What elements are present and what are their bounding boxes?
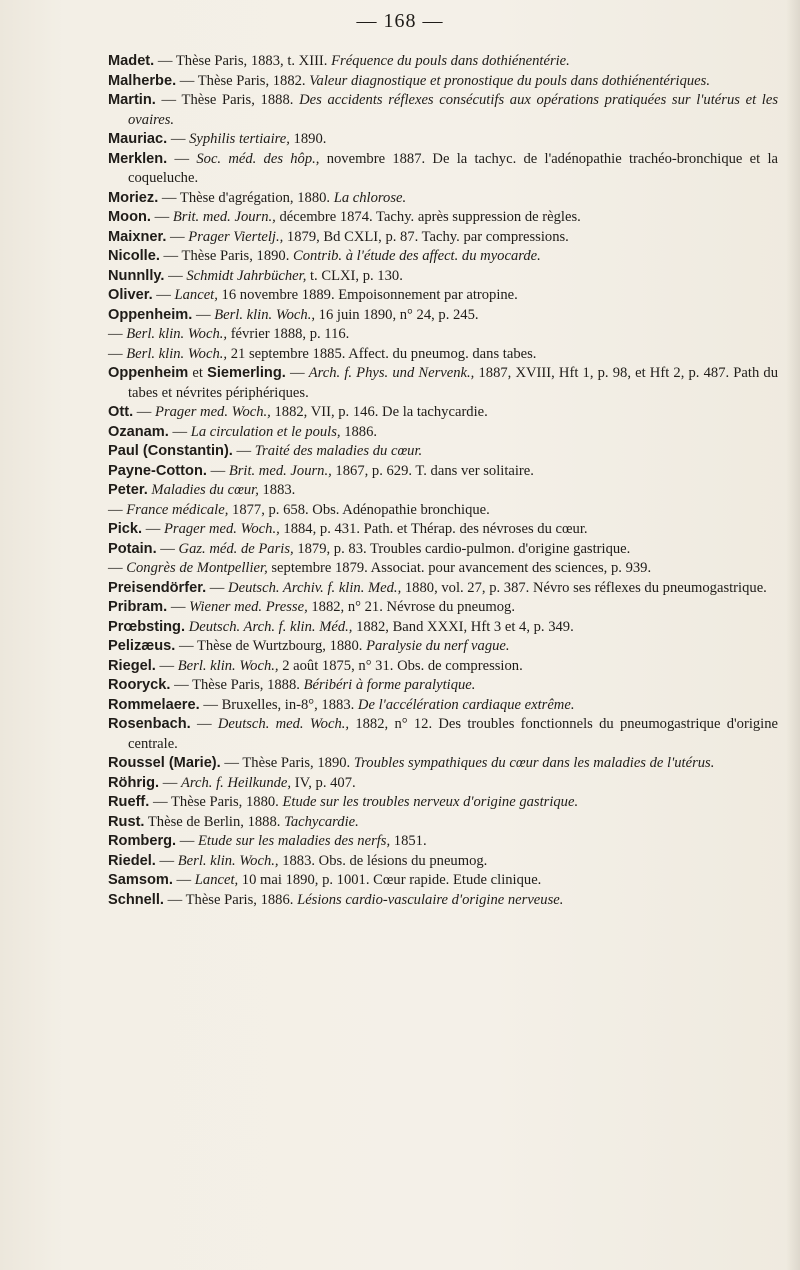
bibliography-entry: [108, 618, 778, 638]
author-name: Samsom.: [108, 872, 173, 888]
author-name: Rosenbach.: [108, 716, 191, 732]
entry-text: 1882, n° 21. Névrose du pneumog.: [307, 599, 516, 615]
separator: —: [168, 423, 191, 440]
author-name: Ozanam.: [108, 423, 169, 440]
publication-title: Lésions cardio-vasculaire d'origine nerveuse.: [297, 891, 564, 908]
author-name: Potain.: [108, 540, 157, 557]
separator: —: [163, 891, 186, 908]
bibliography-entry: [108, 247, 778, 267]
entry-text: 1890.: [289, 131, 327, 147]
bibliography-entry: [108, 871, 778, 891]
bibliography-entry: [108, 579, 778, 599]
separator: —: [285, 365, 309, 381]
author-name: Pelizæus.: [108, 638, 176, 654]
bibliography-entry: [108, 501, 778, 521]
bibliography-entry: [108, 598, 778, 618]
bibliography-entry: [108, 540, 778, 560]
publication-title: Deutsch. Arch. f. klin. Méd.,: [188, 618, 353, 635]
bibliography-entry: [108, 520, 778, 540]
separator: —: [175, 638, 197, 654]
separator: —: [156, 540, 179, 557]
entry-text: décembre 1874. Tachy. après suppression de règles.: [275, 209, 581, 225]
publication-title: La circulation et le pouls,: [190, 423, 341, 440]
bibliography-entry: [108, 657, 778, 677]
separator: —: [206, 579, 229, 596]
publication-title: Brit. med. Journ.,: [172, 209, 276, 225]
author-name: Röhrig.: [108, 774, 160, 791]
bibliography-entry: [108, 462, 778, 482]
publication-title: Traité des maladies du cœur.: [254, 443, 423, 459]
entry-text: t. CLXI, p. 130.: [306, 267, 403, 284]
entry-text: Thèse de Berlin, 1888.: [147, 813, 285, 830]
separator: —: [150, 209, 173, 225]
author-name: Nunnlly.: [108, 267, 165, 284]
bibliography-entry: [108, 676, 778, 696]
entry-text: 16 novembre 1889. Empoisonnement par atropine.: [217, 287, 518, 303]
publication-title: Berl. klin. Woch.,: [177, 852, 279, 869]
publication-title: La chlorose.: [333, 189, 407, 206]
entry-text: Thèse Paris, 1883, t. XIII.: [175, 53, 332, 69]
entry-text: 1879, Bd CXLI, p. 87. Tachy. par compressions.: [283, 228, 569, 245]
author-name: Pick.: [108, 521, 143, 537]
separator: —: [142, 521, 164, 537]
entry-text: Thèse Paris, 1888.: [192, 677, 304, 693]
bibliography-entry: [108, 72, 778, 92]
publication-title: Deutsch. Archiv. f. klin. Med.,: [228, 579, 402, 596]
publication-title: Berl. klin. Woch.,: [126, 345, 228, 362]
separator: —: [159, 774, 181, 791]
separator: —: [108, 560, 127, 576]
separator: —: [199, 696, 222, 713]
bibliography-entry: [108, 325, 778, 345]
author-name: Oliver.: [108, 287, 153, 303]
page-edge-shadow: [786, 0, 800, 1270]
separator: —: [166, 228, 189, 245]
entry-text: 1887, XVIII, Hft 1, p. 98, et Hft 2, p. 487. Path du tabes et névrites périphériques.: [128, 365, 778, 401]
publication-title: Prager med. Woch.,: [155, 404, 271, 420]
author-name: Schnell.: [108, 891, 164, 908]
publication-title: Contrib. à l'étude des affect. du myocarde.: [293, 248, 541, 264]
bibliography-entry: [108, 52, 778, 72]
entry-text: 1882, VII, p. 146. De la tachycardie.: [270, 404, 488, 420]
bibliography-list: [108, 52, 778, 910]
separator: —: [108, 345, 127, 362]
publication-title: Soc. méd. des hôp.,: [196, 150, 320, 167]
entry-text: 1880, vol. 27, p. 387. Névro ses réflexes du pneumogastrique.: [401, 579, 767, 596]
separator: —: [190, 716, 218, 732]
separator: —: [167, 131, 190, 147]
bibliography-entry: [108, 852, 778, 872]
author-name: Rust.: [108, 813, 145, 830]
publication-title: Etude sur les troubles nerveux d'origine gastrique.: [282, 794, 579, 810]
bibliography-entry: [108, 442, 778, 462]
publication-title: Béribéri à forme paralytique.: [303, 677, 476, 693]
entry-text: novembre 1887. De la tachyc. de l'adénopathie trachéo-bronchique et la coqueluche.: [128, 150, 778, 186]
author-name: Romberg.: [108, 833, 177, 849]
separator: —: [155, 657, 178, 674]
entry-text: 1886.: [340, 423, 378, 440]
separator: —: [232, 443, 255, 459]
author-name: Payne-Cotton.: [108, 462, 207, 479]
publication-title: Lancet,: [174, 287, 218, 303]
entry-text: 1851.: [390, 833, 427, 849]
bibliography-entry: [108, 754, 778, 774]
separator: —: [133, 404, 156, 420]
publication-title: Lancet,: [194, 872, 239, 888]
bibliography-entry: [108, 832, 778, 852]
entry-text: IV, p. 407.: [291, 774, 356, 791]
author-name: Mauriac.: [108, 131, 168, 147]
separator: —: [172, 872, 195, 888]
entry-text: Thèse Paris, 1888.: [181, 92, 300, 108]
author-name: Moon.: [108, 209, 151, 225]
author-name: Rooryck.: [108, 677, 171, 693]
separator: —: [154, 53, 176, 69]
entry-text: février 1888, p. 116.: [227, 326, 350, 342]
publication-title: Brit. med. Journ.,: [228, 462, 332, 479]
bibliography-entry: [108, 774, 778, 794]
bibliography-entry: [108, 345, 778, 365]
publication-title: Deutsch. med. Woch.,: [217, 716, 350, 732]
entry-text: 1882, Band XXXI, Hft 3 et 4, p. 349.: [352, 618, 574, 635]
author-name: Malherbe.: [108, 72, 177, 89]
bibliography-entry: [108, 481, 778, 501]
bibliography-entry: [108, 364, 778, 403]
separator: —: [170, 677, 193, 693]
author-name: Moriez.: [108, 189, 159, 206]
entry-text: Thèse Paris, 1882.: [197, 72, 310, 89]
entry-text: Thèse Paris, 1890.: [181, 248, 294, 264]
bibliography-entry: [108, 813, 778, 833]
publication-title: Wiener med. Presse,: [189, 599, 308, 615]
entry-text: 1883.: [258, 482, 296, 498]
bibliography-entry: [108, 793, 778, 813]
publication-title: Troubles sympathiques du cœur dans les maladies de l'utérus.: [353, 755, 715, 771]
publication-title: Des accidents réflexes consécutifs aux opérations pratiquées sur l'utérus et les ovaires.: [128, 92, 779, 128]
separator: —: [155, 92, 182, 108]
separator: —: [220, 755, 243, 771]
entry-text: 1883. Obs. de lésions du pneumog.: [278, 852, 488, 869]
bibliography-entry: [108, 189, 778, 209]
entry-text: septembre 1879. Associat. pour avancement des sciences, p. 939.: [267, 560, 652, 576]
bibliography-entry: [108, 423, 778, 443]
separator: —: [192, 306, 215, 323]
separator: —: [176, 833, 198, 849]
publication-title: Berl. klin. Woch.,: [214, 306, 316, 323]
bibliography-entry: [108, 130, 778, 150]
separator: —: [108, 501, 127, 518]
bibliography-entry: [108, 696, 778, 716]
entry-text: Thèse Paris, 1886.: [185, 891, 298, 908]
separator: —: [206, 462, 229, 479]
author-name: Riegel.: [108, 657, 156, 674]
publication-title: Tachycardie.: [284, 813, 359, 830]
bibliography-entry: [108, 267, 778, 287]
author-name: Roussel (Marie).: [108, 755, 221, 771]
author-name: Siemerling.: [207, 365, 286, 381]
bibliography-entry: [108, 306, 778, 326]
entry-text: 1884, p. 431. Path. et Thérap. des névroses du cœur.: [279, 521, 588, 537]
separator: —: [167, 599, 190, 615]
author-name: Nicolle.: [108, 248, 160, 264]
author-name: Riedel.: [108, 852, 156, 869]
publication-title: De l'accélération cardiaque extrême.: [357, 696, 575, 713]
publication-title: France médicale,: [126, 501, 229, 518]
separator: —: [164, 267, 187, 284]
bibliography-entry: [108, 228, 778, 248]
publication-title: Syphilis tertiaire,: [189, 131, 290, 147]
publication-title: Arch. f. Phys. und Nervenk.,: [308, 365, 475, 381]
separator: —: [155, 852, 178, 869]
bibliography-entry: [108, 403, 778, 423]
bibliography-entry: [108, 150, 778, 189]
publication-title: Arch. f. Heilkunde,: [180, 774, 292, 791]
separator: —: [176, 72, 198, 89]
author-name: Prœbsting.: [108, 618, 186, 635]
bibliography-entry: [108, 286, 778, 306]
entry-text: 1877, p. 658. Obs. Adénopathie bronchique.: [228, 501, 490, 518]
publication-title: Berl. klin. Woch.,: [177, 657, 279, 674]
publication-title: Maladies du cœur,: [151, 482, 259, 498]
author-name: Madet.: [108, 53, 155, 69]
separator: —: [158, 189, 180, 206]
entry-text: 1882, n° 12. Des troubles fonctionnels du pneumogastrique d'origine centrale.: [128, 716, 778, 752]
separator: et: [188, 365, 208, 381]
entry-text: 1867, p. 629. T. dans ver solitaire.: [331, 462, 534, 479]
separator: —: [167, 150, 197, 167]
author-name: Rueff.: [108, 794, 150, 810]
separator: —: [149, 794, 171, 810]
author-name: Oppenheim: [108, 365, 189, 381]
author-name: Preisendörfer.: [108, 579, 207, 596]
bibliography-entry: [108, 559, 778, 579]
author-name: Ott.: [108, 404, 134, 420]
author-name: Maixner.: [108, 228, 167, 245]
entry-text: Thèse Paris, 1880.: [171, 794, 283, 810]
publication-title: Fréquence du pouls dans dothiénentérie.: [331, 53, 570, 69]
publication-title: Etude sur les maladies des nerfs,: [198, 833, 391, 849]
separator: —: [152, 287, 175, 303]
entry-text: Bruxelles, in-8°, 1883.: [221, 696, 358, 713]
author-name: Peter.: [108, 482, 148, 498]
entry-text: 2 août 1875, n° 31. Obs. de compression.: [278, 657, 523, 674]
author-name: Merklen.: [108, 150, 168, 167]
bibliography-entry: [108, 715, 778, 754]
author-name: Pribram.: [108, 599, 168, 615]
bibliography-entry: [108, 91, 778, 130]
publication-title: Prager med. Woch.,: [163, 521, 280, 537]
publication-title: Valeur diagnostique et pronostique du pouls dans dothiénentériques.: [309, 72, 710, 89]
entry-text: Thèse de Wurtzbourg, 1880.: [196, 638, 367, 654]
entry-text: 1879, p. 83. Troubles cardio-pulmon. d'origine gastrique.: [293, 540, 631, 557]
entry-text: Thèse d'agrégation, 1880.: [179, 189, 334, 206]
publication-title: Congrès de Montpellier,: [126, 560, 268, 576]
author-name: Rommelaere.: [108, 696, 200, 713]
publication-title: Schmidt Jahrbücher,: [186, 267, 307, 284]
separator: —: [159, 248, 182, 264]
author-name: Paul (Constantin).: [108, 443, 233, 459]
publication-title: Berl. klin. Woch.,: [126, 326, 228, 342]
publication-title: Gaz. méd. de Paris,: [178, 540, 294, 557]
bibliography-entry: [108, 637, 778, 657]
author-name: Martin.: [108, 92, 156, 108]
entry-text: 16 juin 1890, n° 24, p. 245.: [315, 306, 479, 323]
page-number: — 168 —: [356, 10, 444, 32]
entry-text: Thèse Paris, 1890.: [242, 755, 354, 771]
entry-text: 21 septembre 1885. Affect. du pneumog. dans tabes.: [227, 345, 537, 362]
publication-title: Paralysie du nerf vague.: [366, 638, 510, 654]
author-name: Oppenheim.: [108, 306, 193, 323]
publication-title: Prager Viertelj.,: [188, 228, 284, 245]
bibliography-entry: [108, 891, 778, 911]
entry-text: 10 mai 1890, p. 1001. Cœur rapide. Etude clinique.: [238, 872, 542, 888]
bibliography-entry: [108, 208, 778, 228]
separator: —: [108, 326, 127, 342]
